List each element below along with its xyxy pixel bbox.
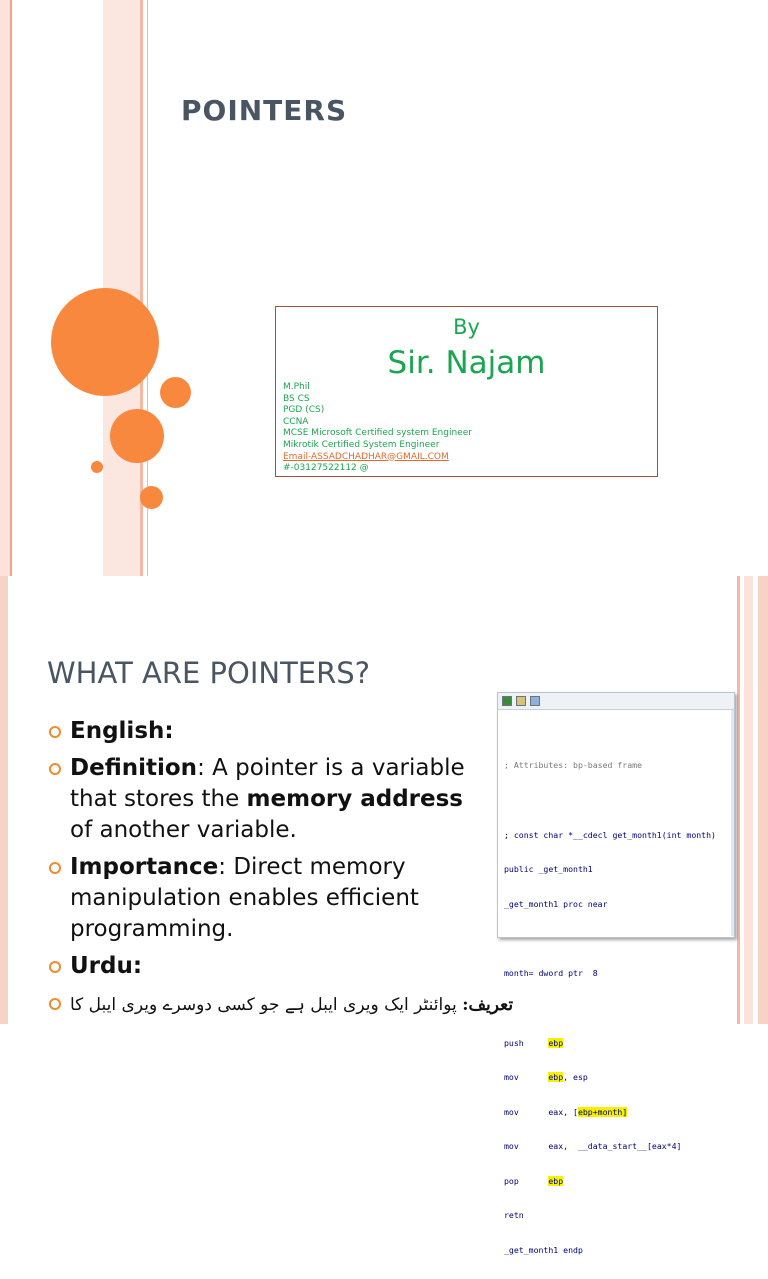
slide-title bbox=[0, 0, 768, 576]
bullet-text: of another variable. bbox=[70, 817, 297, 843]
bullet-label: English: bbox=[70, 718, 174, 744]
side-band-stripe bbox=[10, 0, 12, 576]
code-proc: _get_month1 proc near bbox=[504, 898, 608, 909]
right-band-thin bbox=[737, 576, 740, 1024]
left-band bbox=[0, 576, 8, 1024]
author-name: Sir. Najam bbox=[387, 345, 546, 381]
phone-number: #-03127522112 @ bbox=[283, 463, 369, 474]
bullet-marker-icon bbox=[49, 961, 61, 973]
author-box bbox=[275, 306, 658, 477]
slide-pointers bbox=[0, 576, 768, 1255]
bullet-urdu-definition bbox=[49, 988, 514, 1021]
bullet-importance bbox=[49, 852, 499, 945]
bullet-label: Urdu: bbox=[70, 953, 143, 979]
bullet-urdu bbox=[49, 951, 499, 982]
bullet-bold: memory address bbox=[246, 786, 463, 812]
decor-circle-medium bbox=[110, 409, 164, 463]
right-band-edge bbox=[758, 576, 768, 1024]
slide-heading: WHAT ARE POINTERS? bbox=[47, 656, 371, 690]
code-comment: ; Attributes: bp-based frame bbox=[504, 760, 643, 770]
bullet-text: manipulation enables efficient bbox=[70, 885, 419, 911]
side-band-light bbox=[0, 0, 10, 576]
credential-item: Mikrotik Certified System Engineer bbox=[283, 439, 440, 450]
email-link[interactable]: Email-ASSADCHADHAR@GMAIL.COM bbox=[283, 451, 449, 462]
code-public: public _get_month1 bbox=[504, 864, 593, 874]
bullet-marker-icon bbox=[49, 862, 61, 874]
credential-item: BS CS bbox=[283, 393, 310, 404]
credentials-list bbox=[283, 382, 472, 475]
urdu-term: تعریف: bbox=[462, 995, 514, 1015]
code-endp: _get_month1 endp bbox=[504, 1244, 583, 1255]
urdu-text bbox=[70, 995, 513, 1015]
bullet-english bbox=[49, 716, 499, 747]
code-instr: pop ebp bbox=[504, 1175, 564, 1186]
bullet-definition bbox=[49, 753, 499, 846]
right-band-wide bbox=[744, 576, 753, 1024]
credential-item: CCNA bbox=[283, 416, 309, 427]
bullet-label: Definition bbox=[70, 755, 198, 781]
decor-circle-small-bottom bbox=[140, 486, 163, 509]
code-prototype: ; const char *__cdecl get_month1(int month) bbox=[504, 829, 716, 840]
code-instr: retn bbox=[504, 1210, 524, 1220]
credential-item: PGD (CS) bbox=[283, 405, 325, 416]
code-listing bbox=[504, 737, 716, 1279]
decor-circle-tiny bbox=[91, 461, 103, 473]
slide-title-text: POINTERS bbox=[181, 94, 348, 127]
bullet-text: : A pointer is a variable bbox=[197, 755, 465, 781]
code-instr: mov eax, [ebp+month] bbox=[504, 1106, 628, 1117]
decor-circle-large bbox=[51, 288, 159, 396]
decor-circle-small-right bbox=[160, 377, 191, 408]
bullet-marker-icon bbox=[49, 998, 61, 1010]
bullet-text: : Direct memory bbox=[218, 854, 406, 880]
bullet-marker-icon bbox=[49, 726, 61, 738]
urdu-sentence: پوائنٹر ایک ویری ایبل ہے جو کسی دوسرے ویری ایبل کا bbox=[70, 995, 457, 1015]
code-instr: mov ebp, esp bbox=[504, 1072, 588, 1082]
code-instr: push ebp bbox=[504, 1037, 564, 1048]
disassembly-window bbox=[497, 692, 735, 1255]
author-by: By bbox=[453, 315, 480, 339]
credential-item: MCSE Microsoft Certified system Engineer bbox=[283, 428, 472, 439]
bullet-label: Importance bbox=[70, 854, 219, 880]
code-arg: month= dword ptr 8 bbox=[504, 968, 598, 978]
bullet-marker-icon bbox=[49, 763, 61, 775]
text-view-icon[interactable] bbox=[516, 696, 526, 706]
graph-view-icon[interactable] bbox=[502, 696, 512, 706]
scrollbar[interactable] bbox=[731, 710, 734, 936]
hex-view-icon[interactable] bbox=[530, 696, 540, 706]
bullet-text: programming. bbox=[70, 916, 234, 942]
credential-item: M.Phil bbox=[283, 382, 310, 392]
code-toolbar bbox=[498, 693, 734, 710]
bullet-text: that stores the bbox=[70, 786, 247, 812]
code-instr: mov eax, __data_start__[eax*4] bbox=[504, 1141, 682, 1151]
bullet-list bbox=[49, 716, 514, 1027]
